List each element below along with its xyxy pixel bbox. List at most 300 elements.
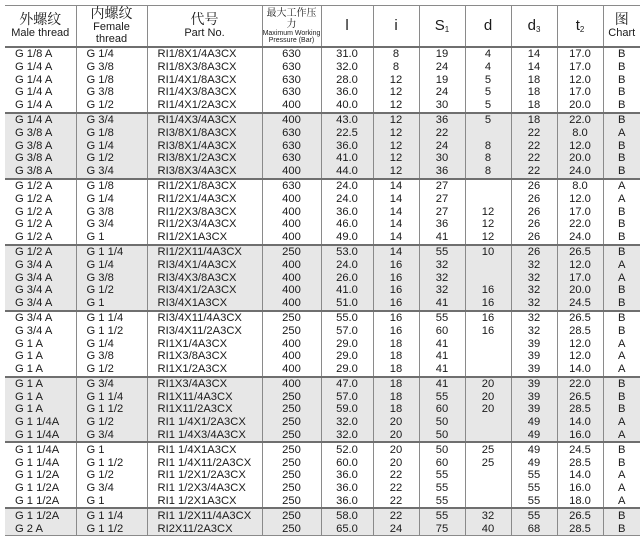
s1-cell: 55 [419,508,465,522]
table-row [5,429,640,443]
d-cell [465,179,511,193]
pressure-cell: 630 [262,60,321,73]
part-no-cell: RI1 1/2X3/4A3CX [147,482,262,495]
l-cell: 40.0 [321,99,373,113]
part-no-cell: RI1/4X3/8A3CX [147,86,262,99]
table-row [5,416,640,429]
i-cell: 18 [373,363,419,377]
col-part-no: 代号 Part No. [147,6,262,47]
l-cell: 29.0 [321,337,373,350]
t2-cell: 24.0 [557,231,603,245]
s1-cell: 60 [419,456,465,469]
t2-cell: 16.0 [557,429,603,443]
part-no-cell: RI1 1/2X11/4A3CX [147,508,262,522]
female-thread-cell: G 3/8 [76,86,147,99]
chart-cell: B [603,73,640,86]
male-thread-cell: G 2 A [5,522,76,535]
male-thread-cell: G 1 1/2A [15,495,60,508]
i-cell: 20 [373,442,419,456]
i-cell: 8 [373,60,419,73]
l-cell: 41.0 [321,284,373,297]
table-row [5,469,640,482]
table-row [5,218,640,231]
pressure-cell: 250 [262,442,321,456]
s1-cell: 50 [419,416,465,429]
pressure-cell: 250 [262,429,321,443]
part-no-cell: RI1X11/2A3CX [147,403,262,416]
part-no-cell: RI3/4X1/2A3CX [147,284,262,297]
l-cell: 57.0 [321,390,373,403]
chart-cell: B [603,377,640,391]
part-no-cell: RI1/2X11/4A3CX [147,245,262,259]
d3-cell: 22 [511,165,557,179]
d3-cell: 26 [511,179,557,193]
i-cell: 14 [373,231,419,245]
chart-cell: A [603,179,640,193]
i-cell: 12 [373,73,419,86]
chart-cell: B [603,390,640,403]
l-cell: 52.0 [321,442,373,456]
table-row [5,113,640,127]
table-row [5,350,640,363]
part-no-cell: RI3/4X1/4A3CX [147,258,262,271]
s1-cell: 36 [419,113,465,127]
s1-cell: 55 [419,245,465,259]
pressure-cell: 250 [262,456,321,469]
t2-cell: 17.0 [557,271,603,284]
part-no-cell: RI3/4X1A3CX [147,297,262,311]
female-thread-cell: G 3/4 [76,482,147,495]
s1-cell: 27 [419,192,465,205]
d3-cell: 39 [511,350,557,363]
i-cell: 22 [373,469,419,482]
table-row [5,165,640,179]
i-cell: 14 [373,245,419,259]
male-thread-cell: G 1/2 A [15,192,53,205]
col-male-thread: 外螺纹 Male thread [5,6,76,47]
table-row [5,73,640,86]
chart-cell: B [603,245,640,259]
t2-cell: 24.5 [557,297,603,311]
l-cell: 60.0 [321,456,373,469]
s1-cell: 36 [419,218,465,231]
chart-cell: A [603,271,640,284]
male-thread-cell: G 1/8 A [15,47,53,60]
d-cell: 12 [465,231,511,245]
pressure-cell: 400 [262,205,321,218]
female-thread-cell: G 3/8 [76,205,147,218]
l-cell: 29.0 [321,350,373,363]
chart-cell: B [603,522,640,535]
s1-cell: 60 [419,403,465,416]
l-cell: 49.0 [321,231,373,245]
table-row [5,231,640,245]
l-cell: 22.5 [321,126,373,139]
d-cell: 16 [465,297,511,311]
t2-cell: 28.5 [557,324,603,337]
s1-cell: 36 [419,165,465,179]
table-row [5,139,640,152]
i-cell: 12 [373,165,419,179]
table-row [5,324,640,337]
table-row [5,442,640,456]
female-thread-cell: G 1 1/4 [76,245,147,259]
pressure-cell: 250 [262,390,321,403]
pressure-cell: 400 [262,350,321,363]
chart-cell: B [603,231,640,245]
chart-cell: A [603,350,640,363]
d3-cell: 18 [511,86,557,99]
chart-cell: B [603,113,640,127]
pressure-cell: 250 [262,495,321,509]
l-cell: 32.0 [321,416,373,429]
pressure-cell: 250 [262,508,321,522]
male-thread-cell: G 1 1/2A [15,482,60,495]
l-cell: 31.0 [321,47,373,61]
male-thread-cell: G 1 A [5,377,76,391]
female-thread-cell: G 3/4 [76,218,147,231]
part-no-cell: RI1/2X3/4A3CX [147,218,262,231]
t2-cell: 22.0 [557,377,603,391]
table-row [5,245,640,259]
t2-cell: 17.0 [557,205,603,218]
male-thread-cell: G 3/8 A [5,152,76,165]
s1-cell: 55 [419,469,465,482]
l-cell: 28.0 [321,73,373,86]
d3-cell: 26 [511,192,557,205]
male-thread-cell: G 1/2 A [15,231,53,244]
l-cell: 36.0 [321,495,373,509]
pressure-cell: 630 [262,152,321,165]
s1-cell: 24 [419,86,465,99]
male-thread-cell: G 1 A [5,403,76,416]
t2-cell: 26.5 [557,508,603,522]
male-thread-cell: G 1 A [15,363,43,376]
chart-cell: A [603,469,640,482]
s1-cell: 55 [419,482,465,495]
male-thread-cell: G 1/4 A [15,60,53,73]
d3-cell: 18 [511,113,557,127]
table-row [5,522,640,535]
part-no-cell: RI1X3/8A3CX [147,350,262,363]
i-cell: 20 [373,416,419,429]
d-cell [465,416,511,429]
pressure-cell: 250 [262,403,321,416]
chart-cell: A [603,363,640,377]
male-thread-cell: G 3/4 A [15,324,53,337]
male-thread-cell: G 3/4 A [5,271,76,284]
male-thread-cell: G 3/4 A [5,297,76,311]
female-thread-cell: G 1 [76,297,147,311]
d3-cell: 26 [511,205,557,218]
t2-cell: 24.0 [557,165,603,179]
i-cell: 16 [373,324,419,337]
col-chart: 图 Chart [603,6,640,47]
table-row [5,297,640,311]
d3-cell: 55 [511,482,557,495]
d-cell: 8 [465,152,511,165]
d-cell: 12 [465,205,511,218]
male-thread-cell: G 1/4 A [5,113,76,127]
part-no-cell: RI1/4X1/2A3CX [147,99,262,113]
l-cell: 65.0 [321,522,373,535]
pressure-cell: 400 [262,337,321,350]
table-row [5,377,640,391]
male-thread-cell: G 1/4 A [15,99,53,112]
i-cell: 22 [373,482,419,495]
part-no-cell: RI1/2X3/8A3CX [147,205,262,218]
t2-cell: 26.5 [557,311,603,325]
pressure-cell: 400 [262,231,321,245]
male-thread-cell: G 1/4 A [15,86,53,99]
l-cell: 32.0 [321,429,373,443]
t2-cell: 26.5 [557,390,603,403]
male-thread-cell: G 3/4 A [5,258,76,271]
s1-cell: 30 [419,99,465,113]
female-thread-cell: G 1 1/2 [76,522,147,535]
t2-cell: 17.0 [557,47,603,61]
t2-cell: 28.5 [557,456,603,469]
part-no-cell: RI1X3/4A3CX [147,377,262,391]
d-cell [465,469,511,482]
male-thread-cell: G 1 1/2A [5,508,76,522]
d3-cell: 26 [511,231,557,245]
chart-cell: B [603,508,640,522]
part-no-cell: RI3/4X11/2A3CX [147,324,262,337]
male-thread-cell: G 1/2 A [5,245,76,259]
part-no-cell: RI1/2X1/4A3CX [147,192,262,205]
t2-cell: 24.5 [557,442,603,456]
s1-cell: 50 [419,429,465,443]
chart-cell: B [603,284,640,297]
d3-cell: 32 [511,271,557,284]
i-cell: 18 [373,337,419,350]
d3-cell: 22 [511,152,557,165]
part-no-cell: RI1 1/2X1/2A3CX [147,469,262,482]
male-thread-cell: G 1/4 A [15,73,53,86]
female-thread-cell: G 1/4 [76,47,147,61]
s1-cell: 24 [419,139,465,152]
female-thread-cell: G 1 1/4 [76,508,147,522]
female-thread-cell: G 1/4 [76,139,147,152]
pressure-cell: 630 [262,86,321,99]
female-thread-cell: G 1 [76,231,147,245]
female-thread-cell: G 1/2 [76,99,147,113]
d-cell: 10 [465,245,511,259]
chart-cell: B [603,165,640,179]
i-cell: 18 [373,377,419,391]
t2-cell: 12.0 [557,139,603,152]
d3-cell: 32 [511,284,557,297]
d-cell: 16 [465,311,511,325]
i-cell: 22 [373,495,419,509]
female-thread-cell: G 1/2 [76,152,147,165]
chart-cell: A [603,126,640,139]
part-no-cell: RI1/8X1/4A3CX [147,47,262,61]
t2-cell: 16.0 [557,482,603,495]
l-cell: 59.0 [321,403,373,416]
female-thread-cell: G 1 1/2 [76,324,147,337]
d-cell: 16 [465,324,511,337]
female-thread-cell: G 1 1/2 [76,456,147,469]
pressure-cell: 400 [262,218,321,231]
l-cell: 36.0 [321,86,373,99]
t2-cell: 14.0 [557,416,603,429]
d-cell: 32 [465,508,511,522]
table-row [5,337,640,350]
table-row [5,60,640,73]
l-cell: 44.0 [321,165,373,179]
female-thread-cell: G 3/4 [76,429,147,443]
male-thread-cell: G 3/8 A [5,165,76,179]
col-d: d [465,6,511,47]
chart-cell: B [603,218,640,231]
d3-cell: 22 [511,126,557,139]
part-no-cell: RI3/8X1/8A3CX [147,126,262,139]
d-cell: 5 [465,113,511,127]
part-no-cell: RI1 1/4X3/4A3CX [147,429,262,443]
d-cell: 20 [465,377,511,391]
part-no-cell: RI3/4X11/4A3CX [147,311,262,325]
s1-cell: 55 [419,390,465,403]
pressure-cell: 400 [262,297,321,311]
female-thread-cell: G 3/4 [76,113,147,127]
chart-cell: B [603,324,640,337]
pressure-cell: 630 [262,47,321,61]
part-no-cell: RI1 1/4X11/2A3CX [147,456,262,469]
table-row [5,284,640,297]
table-row [5,456,640,469]
female-thread-cell: G 1/2 [76,416,147,429]
s1-cell: 55 [419,495,465,509]
s1-cell: 30 [419,152,465,165]
male-thread-cell: G 3/4 A [5,311,76,325]
d-cell [465,429,511,443]
female-thread-cell: G 1/4 [76,337,147,350]
female-thread-cell: G 1/4 [76,258,147,271]
s1-cell: 41 [419,337,465,350]
l-cell: 55.0 [321,311,373,325]
i-cell: 16 [373,284,419,297]
pressure-cell: 250 [262,522,321,535]
chart-cell: B [603,99,640,113]
t2-cell: 18.0 [557,495,603,509]
table-row [5,403,640,416]
t2-cell: 22.0 [557,218,603,231]
l-cell: 29.0 [321,363,373,377]
male-thread-cell: G 1 1/4A [5,429,76,443]
chart-cell: B [603,442,640,456]
pressure-cell: 400 [262,363,321,377]
d3-cell: 22 [511,139,557,152]
d-cell [465,192,511,205]
l-cell: 24.0 [321,258,373,271]
s1-cell: 22 [419,126,465,139]
d3-cell: 18 [511,99,557,113]
d3-cell: 49 [511,416,557,429]
d3-cell: 32 [511,297,557,311]
d3-cell: 26 [511,245,557,259]
pressure-cell: 630 [262,139,321,152]
i-cell: 16 [373,297,419,311]
s1-cell: 32 [419,258,465,271]
female-thread-cell: G 3/8 [76,60,147,73]
table-row [5,363,640,377]
male-thread-cell: G 1 1/4A [5,442,76,456]
l-cell: 41.0 [321,152,373,165]
pressure-cell: 400 [262,284,321,297]
part-no-cell: RI2X11/2A3CX [147,522,262,535]
table-row [5,205,640,218]
female-thread-cell: G 1 [76,495,147,509]
pressure-cell: 250 [262,311,321,325]
part-no-cell: RI1 1/4X1A3CX [147,442,262,456]
l-cell: 43.0 [321,113,373,127]
d3-cell: 49 [511,429,557,443]
chart-cell: B [603,47,640,61]
d-cell: 25 [465,456,511,469]
female-thread-cell: G 1/8 [76,126,147,139]
col-d3: $d_3$ [511,6,557,47]
i-cell: 18 [373,350,419,363]
d3-cell: 55 [511,508,557,522]
l-cell: 53.0 [321,245,373,259]
s1-cell: 27 [419,205,465,218]
d-cell [465,271,511,284]
table-header [5,6,640,47]
i-cell: 12 [373,152,419,165]
t2-cell: 26.5 [557,245,603,259]
male-thread-cell: G 1/2 A [15,218,53,231]
d3-cell: 18 [511,73,557,86]
i-cell: 14 [373,218,419,231]
chart-cell: A [603,192,640,205]
t2-cell: 12.0 [557,350,603,363]
female-thread-cell: G 1 1/2 [76,403,147,416]
chart-cell: B [603,60,640,73]
d-cell [465,350,511,363]
table-row [5,390,640,403]
d-cell: 16 [465,284,511,297]
d-cell: 8 [465,165,511,179]
s1-cell: 27 [419,179,465,193]
pressure-cell: 630 [262,73,321,86]
col-i: i [373,6,419,47]
i-cell: 12 [373,126,419,139]
d-cell [465,482,511,495]
s1-cell: 32 [419,284,465,297]
t2-cell: 28.5 [557,403,603,416]
pressure-cell: 250 [262,416,321,429]
chart-cell: A [603,416,640,429]
table-row [5,311,640,325]
male-thread-cell: G 1 A [15,350,43,363]
chart-cell: B [603,311,640,325]
table-row [5,179,640,193]
s1-cell: 41 [419,297,465,311]
d3-cell: 39 [511,377,557,391]
chart-cell: A [603,337,640,350]
t2-cell: 20.0 [557,284,603,297]
female-thread-cell: G 3/4 [76,165,147,179]
pressure-cell: 630 [262,179,321,193]
table-row [5,192,640,205]
s1-cell: 41 [419,350,465,363]
chart-cell: B [603,139,640,152]
male-thread-cell: G 3/4 A [5,284,76,297]
d3-cell: 39 [511,337,557,350]
t2-cell: 17.0 [557,86,603,99]
